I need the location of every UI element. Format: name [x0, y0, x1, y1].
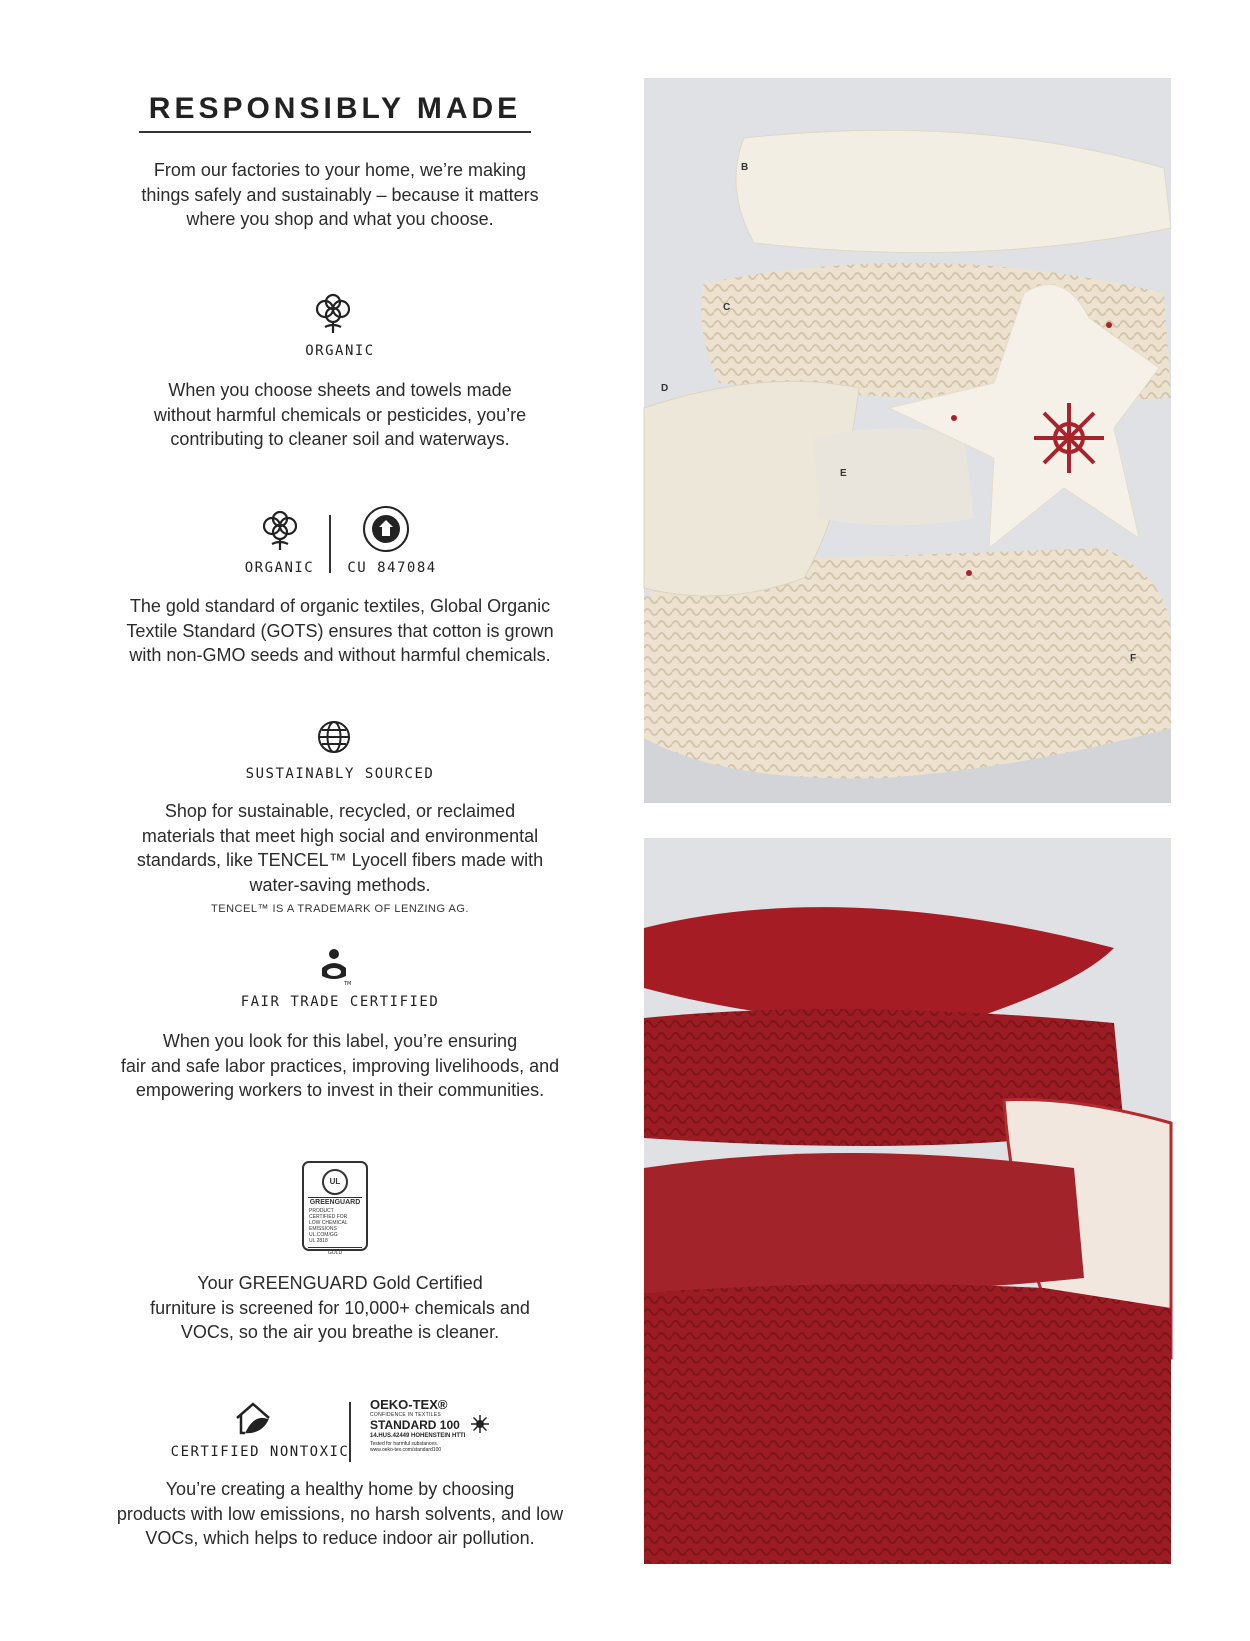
organic-text	[60, 378, 620, 452]
greenguard-text	[60, 1271, 620, 1345]
red-pillows-photo	[644, 838, 1171, 1564]
text-line: empowering workers to invest in their communities.	[135, 1080, 545, 1100]
intro-text	[60, 158, 620, 232]
text-line: Your GREENGUARD Gold Certified	[197, 1273, 483, 1293]
text-line: furniture is screened for 10,000+ chemicals and	[150, 1297, 530, 1318]
text-line: materials that meet high social and environmental	[141, 825, 539, 846]
text-line: without harmful chemicals or pesticides, you’re	[153, 404, 527, 425]
text-line: products with low emissions, no harsh solvents, and low	[116, 1503, 564, 1524]
fair-trade-label: FAIR TRADE CERTIFIED	[240, 994, 440, 1010]
text-line: When you choose sheets and towels made	[168, 380, 512, 400]
oeko-standard: STANDARD 100	[370, 1418, 460, 1432]
house-leaf-icon	[233, 1400, 273, 1436]
oeko-url: www.oeko-tex.com/standard100	[370, 1447, 442, 1453]
certification-divider	[329, 515, 331, 573]
badge-line: PRODUCT CERTIFIED FOR	[309, 1208, 348, 1220]
ul-logo: UL	[322, 1169, 348, 1195]
oeko-flower-icon	[470, 1414, 490, 1434]
oeko-tested: Tested for harmful substances.	[370, 1441, 439, 1447]
gots-organic-label: ORGANIC	[244, 560, 315, 576]
sustainably-sourced-label: SUSTAINABLY SOURCED	[245, 766, 435, 782]
photo-tag: D	[661, 383, 669, 394]
text-line: water-saving methods.	[249, 874, 431, 895]
text-line: VOCs, so the air you breathe is cleaner.	[180, 1322, 500, 1342]
cotton-icon	[260, 510, 300, 552]
gots-text	[60, 594, 620, 668]
text-line: standards, like TENCEL™ Lyocell fibers made with	[136, 850, 544, 870]
cream-pillows-photo	[644, 78, 1171, 803]
svg-text:TM: TM	[344, 981, 352, 987]
title-underline	[139, 131, 531, 133]
badge-line: UL 2818	[309, 1238, 328, 1244]
photo-tag: B	[741, 162, 749, 173]
badge-tier: GOLD	[327, 1250, 343, 1256]
nontoxic-text	[60, 1477, 620, 1551]
photo-tag: E	[840, 468, 847, 479]
badge-rule	[308, 1247, 362, 1248]
text-line: VOCs, which helps to reduce indoor air pollution.	[145, 1528, 535, 1548]
cotton-icon	[313, 293, 353, 335]
fair-trade-icon	[318, 948, 350, 986]
badge-title: GREENGUARD	[309, 1199, 361, 1206]
text-line: You’re creating a healthy home by choosing	[165, 1479, 515, 1499]
text-line: When you look for this label, you’re ensuring	[162, 1031, 518, 1051]
sustainable-text	[60, 799, 620, 897]
trademark-note: TENCEL™ IS A TRADEMARK OF LENZING AG.	[211, 903, 469, 915]
intro-line: where you shop and what you choose.	[186, 209, 494, 229]
oeko-title: OEKO-TEX®	[370, 1397, 448, 1412]
text-line: The gold standard of organic textiles, Global Organic	[129, 596, 551, 616]
greenguard-badge	[302, 1161, 368, 1256]
badge-rule	[308, 1197, 362, 1198]
photo-tag: C	[723, 302, 731, 313]
page-title: RESPONSIBLY MADE	[148, 92, 522, 125]
fair-trade-text	[60, 1029, 620, 1103]
gots-seal-icon	[362, 505, 410, 553]
text-line: Shop for sustainable, recycled, or reclaimed	[164, 801, 516, 821]
oeko-tagline: CONFIDENCE IN TEXTILES	[370, 1412, 441, 1418]
text-line: with non-GMO seeds and without harmful chemicals.	[129, 645, 551, 665]
certified-nontoxic-label: CERTIFIED NONTOXIC	[170, 1444, 350, 1460]
organic-label: ORGANIC	[305, 343, 375, 359]
oeko-code: 14.HUS.42449 HOHENSTEIN HTTI	[370, 1433, 466, 1439]
badge-line: LOW CHEMICAL EMISSIONS	[309, 1220, 348, 1232]
text-line: contributing to cleaner soil and waterways.	[170, 429, 510, 449]
text-line: Textile Standard (GOTS) ensures that cotton is grown	[126, 620, 554, 641]
photo-tag: F	[1130, 653, 1137, 664]
globe-icon	[317, 720, 351, 754]
intro-line: From our factories to your home, we’re making	[153, 160, 527, 180]
text-line: fair and safe labor practices, improving livelihoods, and	[120, 1055, 560, 1076]
intro-line: things safely and sustainably – because it matters	[141, 184, 539, 205]
badge-line: UL.COM/GG	[309, 1232, 338, 1238]
gots-license-number: CU 847084	[347, 560, 437, 576]
